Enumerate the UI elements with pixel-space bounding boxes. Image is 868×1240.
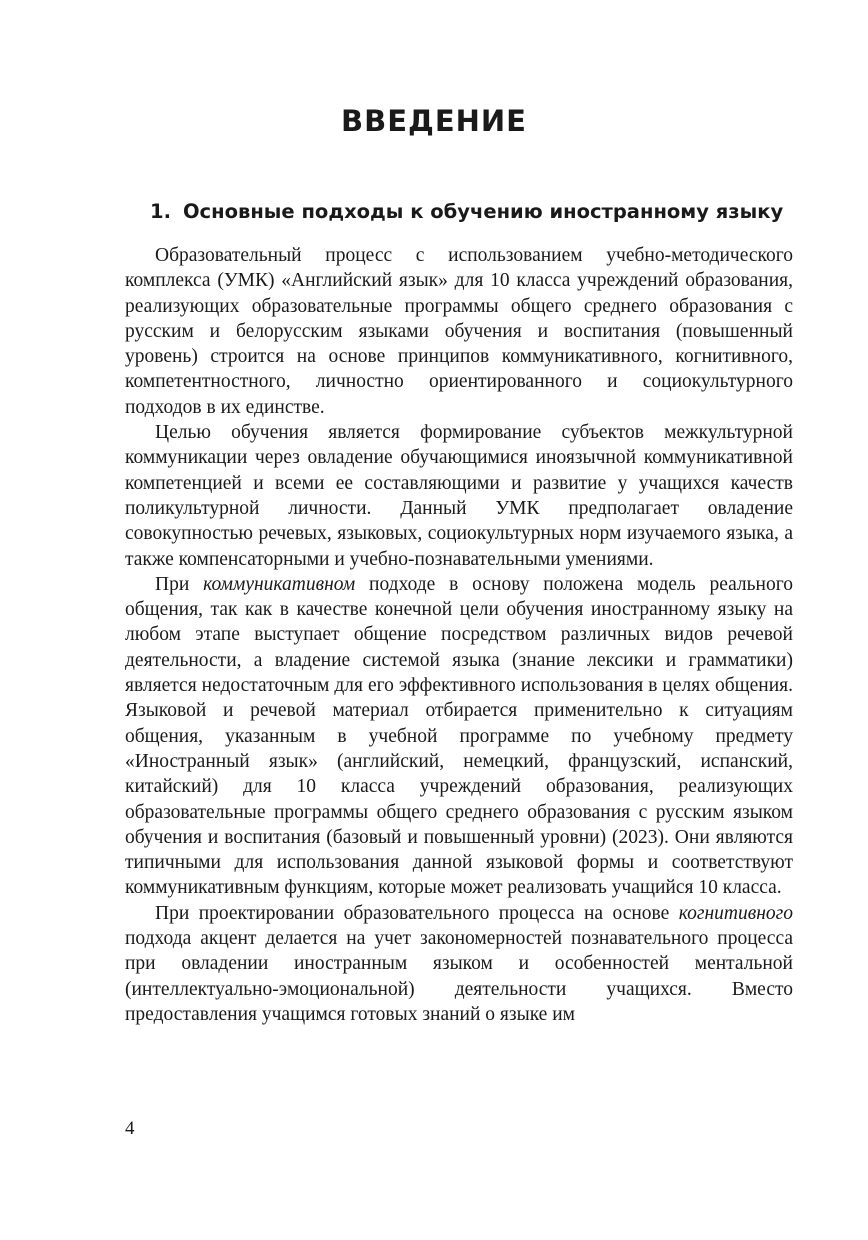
paragraph-3-before: При: [155, 573, 204, 595]
paragraph-4-after: подхода акцент делается на учет закономерностей познавательного процесса при овладении иностранным языком и особенностей ментальной (интеллектуально-эмоциональной) деятельности учащихся. Вместо предоставления учащимся готовых знаний о языке им: [125, 928, 793, 1025]
section-number: 1.: [150, 200, 171, 223]
body-text: [125, 243, 793, 1027]
section-title: Основные подходы к обучению иностранному языку: [182, 200, 784, 223]
paragraph-3-emphasis: коммуникативном: [203, 573, 356, 595]
paragraph-2: Целью обучения является формирование субъектов межкультурной коммуникации через овладение обучающимися иноязычной коммуникативной компетенцией и всеми ее составляющими и развитие у учащихся качеств поликультурной личности. Данный УМК предполагает овладение совокупностью речевых, языковых, социокультурных норм изучаемого языка, а также компенсаторными и учебно-познавательными умениями.: [125, 422, 793, 570]
paragraph-4-before: При проектировании образовательного процесса на основе: [155, 902, 679, 924]
paragraph-4-emphasis: когнитивного: [678, 902, 793, 924]
section-heading: [150, 200, 783, 223]
paragraph-4: [125, 901, 793, 1027]
paragraph-3: [125, 572, 793, 901]
chapter-title: ВВЕДЕНИЕ: [340, 104, 527, 138]
page-number: 4: [125, 1118, 135, 1139]
paragraph-3-after: подходе в основу положена модель реального общения, так как в качестве конечной цели обучения иностранному языку на любом этапе выступает общение посредством различных видов речевой деятельности, а владение системой языка (знание лексики и грамматики) является недостаточным для его эффективного использования в целях общения. Языковой и речевой материал отбирается применительно к ситуациям общения, указанным в учебной программе по учебному предмету «Иностранный язык» (английский, немецкий, французский, испанский, китайский) для 10 класса учреждений образования, реализующих образовательные программы общего среднего образования с русским языком обучения и воспитания (базовый и повышенный уровни) (2023). Они являются типичными для использования данной языковой формы и соответствуют коммуникативным функциям, которые может реализовать учащийся 10 класса.: [125, 573, 793, 899]
paragraph-1: Образовательный процесс с использованием учебно-методического комплекса (УМК) «Английский язык» для 10 класса учреждений образования, реализующих образовательные программы общего среднего образования с русским и белорусским языками обучения и воспитания (повышенный уровень) строится на основе принципов коммуникативного, когнитивного, компетентностного, личностно ориентированного и социокультурного подходов в их единстве.: [125, 245, 793, 418]
